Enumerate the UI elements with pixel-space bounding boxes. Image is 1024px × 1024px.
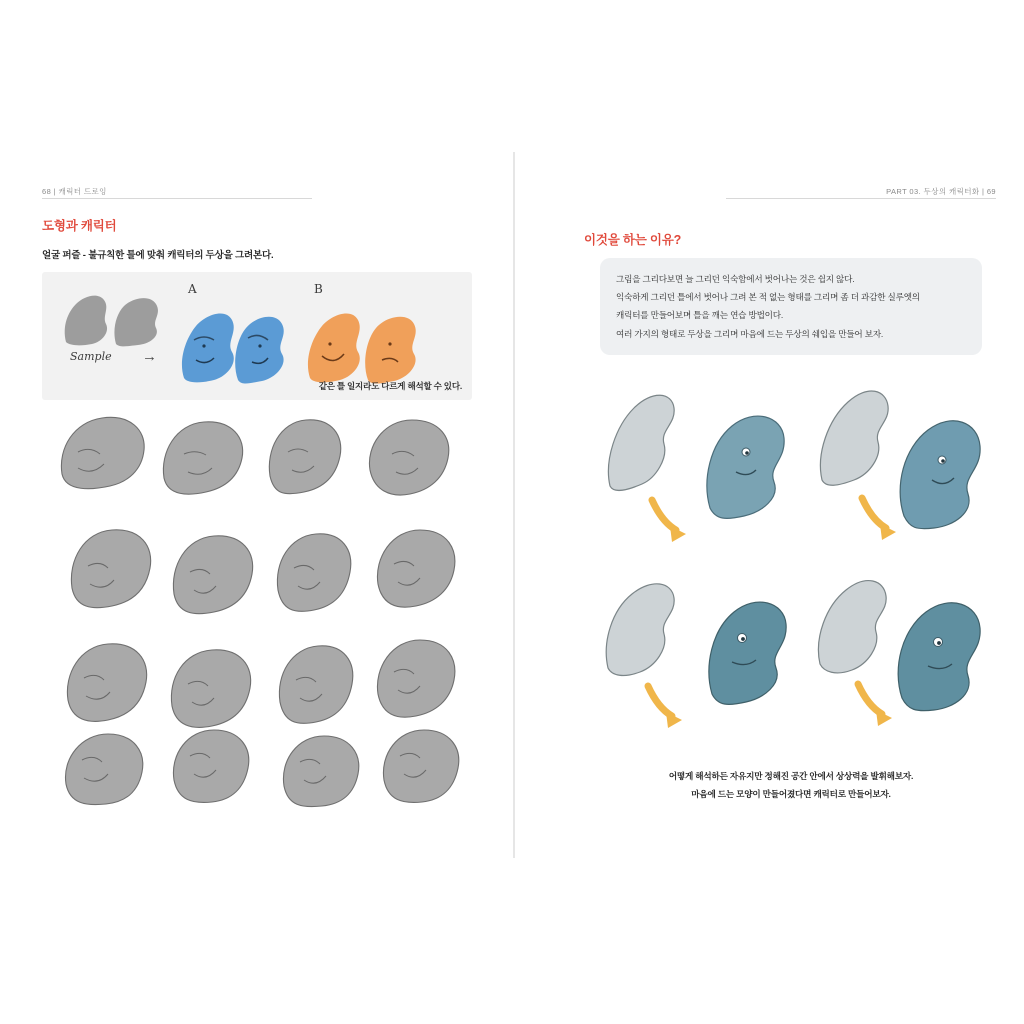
explanation-callout: [600, 258, 982, 355]
left-lead-text: 얼굴 퍼즐 - 불규칙한 틀에 맞춰 캐릭터의 두상을 그려본다.: [42, 250, 274, 261]
right-section-title: 이것을 하는 이유?: [584, 233, 682, 247]
group-a-label: A: [188, 282, 197, 296]
sample-panel-caption: 같은 틀 일지라도 다르게 해석할 수 있다.: [318, 381, 462, 391]
right-running-head: PART 03. 두상의 캐릭터화 | 69: [886, 187, 996, 196]
sample-silhouettes: [58, 286, 168, 348]
left-section-title: 도형과 캐릭터: [42, 219, 117, 233]
group-b-label: B: [314, 282, 323, 296]
transformation-examples: [586, 368, 986, 758]
bottom-note: [600, 770, 982, 806]
head-studies-grid: [48, 408, 468, 808]
group-b-characters: [300, 294, 428, 386]
sample-label: Sample: [70, 350, 112, 363]
sample-arrow-icon: →: [142, 348, 157, 365]
right-header-rule: [726, 198, 996, 199]
callout-line-1: 그림을 그리다보면 늘 그리던 익숙함에서 벗어나는 것은 쉽지 않다.: [616, 274, 855, 284]
callout-line-4: 여러 가지의 형태로 두상을 그리며 마음에 드는 두상의 쉐입을 만들어 보자.: [616, 328, 884, 339]
book-gutter: [513, 152, 515, 858]
left-running-head: 68 | 캐릭터 드로잉: [42, 187, 107, 196]
left-header-rule: [42, 198, 312, 199]
group-a-characters: [174, 294, 292, 386]
callout-line-3: 캐릭터를 만들어보며 틀을 깨는 연습 방법이다.: [616, 310, 784, 321]
callout-line-2: 익숙하게 그리던 틀에서 벗어나 그려 본 적 없는 형태를 그리며 좀 더 과감한 실루엣의: [616, 292, 920, 303]
sample-panel: [42, 272, 472, 400]
bottom-note-line-1: 어떻게 해석하든 자유지만 정해진 공간 안에서 상상력을 발휘해보자.: [668, 771, 914, 781]
bottom-note-line-2: 마음에 드는 모양이 만들어졌다면 캐릭터로 만들어보자.: [691, 788, 891, 799]
